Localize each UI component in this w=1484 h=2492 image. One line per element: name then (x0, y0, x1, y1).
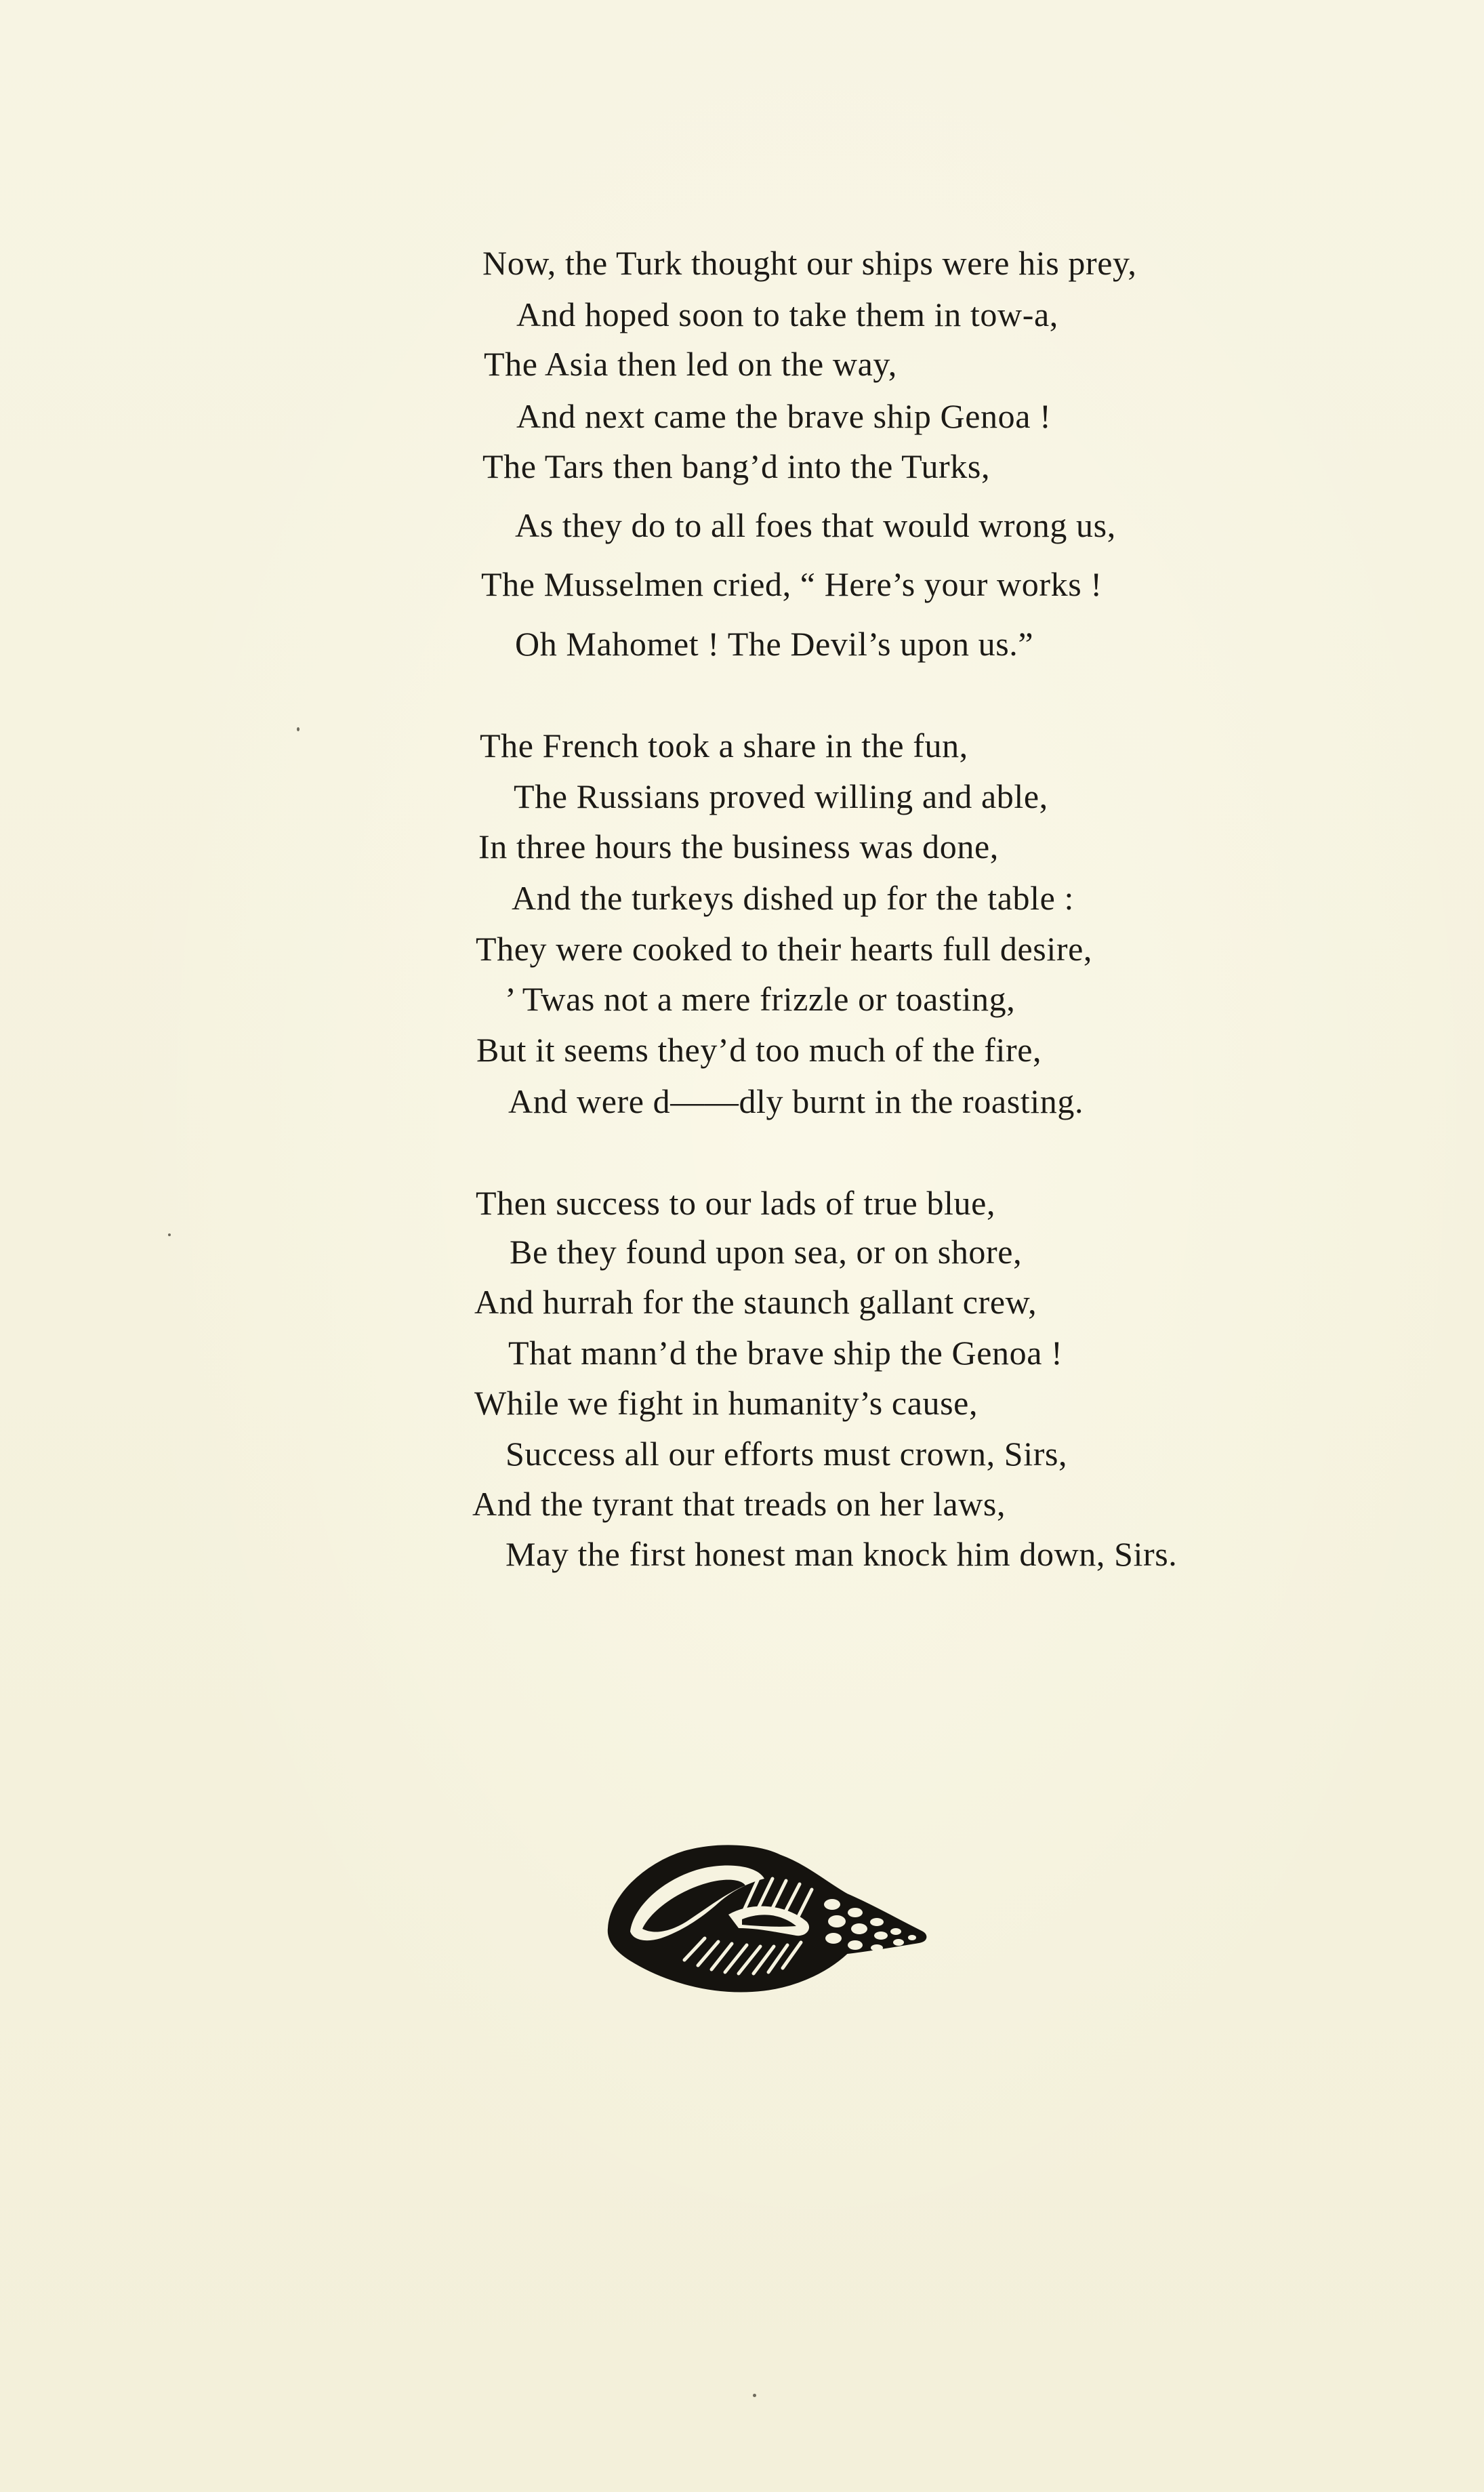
poem-line: And next came the brave ship Genoa ! (516, 397, 1052, 435)
poem-line: As they do to all foes that would wrong us, (515, 506, 1116, 544)
poem-line: The Russians proved willing and able, (514, 777, 1048, 815)
poem-line: And hurrah for the staunch gallant crew, (474, 1283, 1037, 1321)
poem-line: Then success to our lads of true blue, (476, 1184, 996, 1222)
poem-line: The French took a share in the fun, (480, 727, 968, 764)
poem-line: In three hours the business was done, (478, 828, 999, 865)
paper-speck (753, 2394, 756, 2397)
poem-line: While we fight in humanity’s cause, (474, 1384, 978, 1422)
poem-line: The Tars then bang’d into the Turks, (482, 447, 991, 485)
poem-line: Now, the Turk thought our ships were his prey, (482, 244, 1137, 282)
poem-line: Success all our efforts must crown, Sirs, (506, 1435, 1068, 1473)
paper-speck (168, 1233, 171, 1236)
poem-line: The Asia then led on the way, (484, 345, 897, 383)
poem-line: May the first honest man knock him down, Sirs. (506, 1535, 1178, 1573)
poem-line: Oh Mahomet ! The Devil’s upon us.” (515, 625, 1034, 663)
poem-line: They were cooked to their hearts full desire, (476, 930, 1092, 968)
poem-line: But it seems they’d too much of the fire, (476, 1031, 1042, 1069)
poem-line: And the turkeys dished up for the table : (512, 879, 1074, 917)
poem-line: And the tyrant that treads on her laws, (472, 1485, 1006, 1523)
poem-line: ’ Twas not a mere frizzle or toasting, (505, 980, 1016, 1018)
paper-speck (297, 727, 300, 731)
poem-line: That mann’d the brave ship the Genoa ! (508, 1334, 1063, 1372)
conch-shell-icon (603, 1803, 942, 1993)
poem-line: Be they found upon sea, or on shore, (510, 1233, 1023, 1271)
poem-line: And hoped soon to take them in tow-a, (516, 295, 1058, 333)
poem-line: The Musselmen cried, “ Here’s your works ! (481, 565, 1102, 603)
poem-line: And were d——dly burnt in the roasting. (508, 1082, 1084, 1120)
